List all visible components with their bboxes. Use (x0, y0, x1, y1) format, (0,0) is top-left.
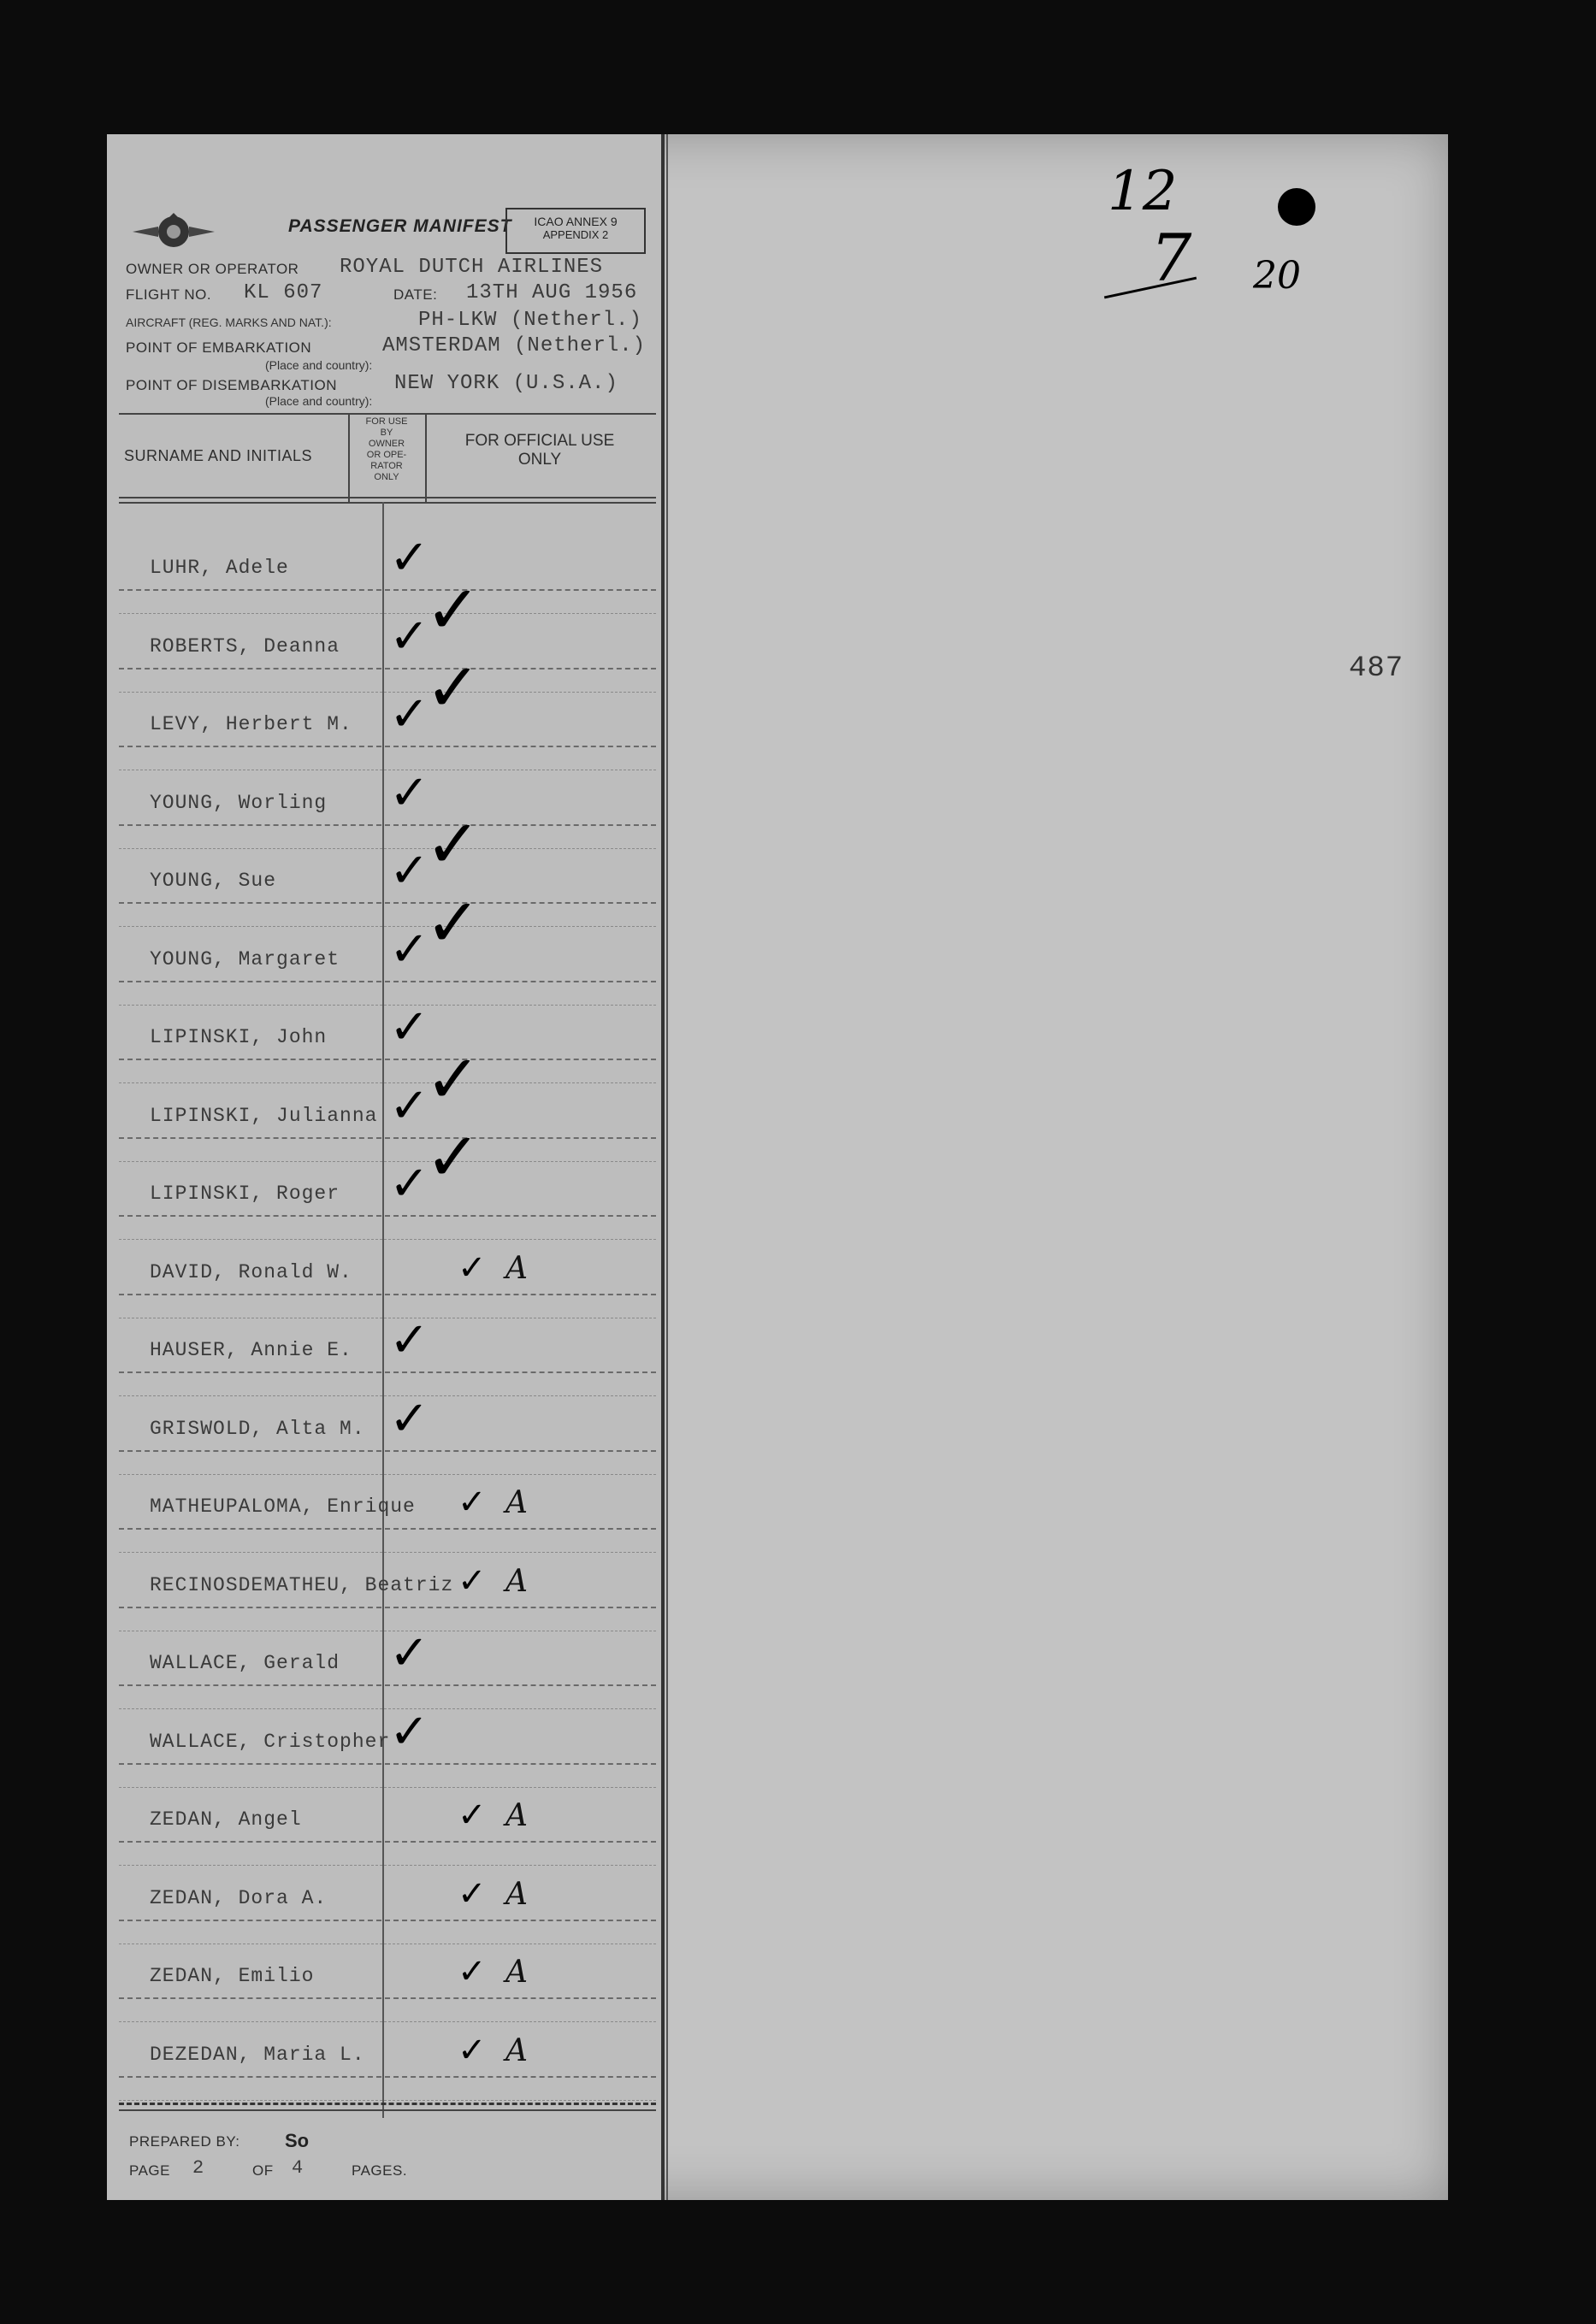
klm-crown-logo-icon (131, 209, 216, 252)
passenger-name: ZEDAN, Emilio (150, 1965, 315, 1987)
annex-box (505, 208, 646, 254)
surname-column-header: SURNAME AND INITIALS (124, 447, 313, 464)
row-divider (119, 1450, 656, 1452)
row-divider (119, 1997, 656, 1999)
owner-check-mark-icon: ✓ (389, 1703, 429, 1760)
row-subdivider (119, 1395, 656, 1396)
official-check-mark-icon: ✓ (458, 1873, 487, 1914)
aircraft-label: AIRCRAFT (REG. MARKS AND NAT.): (126, 316, 332, 329)
official-check-mark-icon: ✓ (458, 2030, 487, 2070)
passenger-name: YOUNG, Worling (150, 791, 328, 814)
handwritten-side-number: 20 (1253, 254, 1301, 298)
page-number: 2 (192, 2157, 205, 2179)
row-divider (119, 1920, 656, 1921)
embarkation-sub-label: (Place and country): (265, 358, 373, 372)
row-subdivider (119, 613, 656, 614)
official-check-mark-icon: ✓ (425, 806, 482, 883)
row-divider (119, 1763, 656, 1765)
official-check-mark-icon: ✓ (425, 884, 482, 962)
row-divider (119, 1215, 656, 1217)
official-check-mark-icon: ✓ (458, 1952, 487, 1991)
passenger-name: ZEDAN, Angel (150, 1808, 302, 1831)
official-a-mark: A (505, 1563, 528, 1599)
row-subdivider (119, 1474, 656, 1475)
annex-line-1: ICAO ANNEX 9 (534, 215, 618, 228)
row-divider (119, 1841, 656, 1843)
row-divider (119, 2076, 656, 2078)
row-subdivider (119, 1787, 656, 1788)
disembarkation-sub-label: (Place and country): (265, 394, 373, 408)
owner-use-line-2: BY (380, 428, 393, 438)
owner-check-mark-icon: ✓ (389, 1625, 429, 1681)
manifest-title: PASSENGER MANIFEST (288, 216, 512, 236)
owner-check-mark-icon: ✓ (389, 1390, 429, 1447)
owner-column-divider (382, 502, 384, 2118)
disembarkation-value: NEW YORK (U.S.A.) (394, 372, 618, 395)
passenger-name: LEVY, Herbert M. (150, 713, 352, 735)
owner-use-line-3: OWNER (368, 439, 405, 449)
official-use-line-2: ONLY (517, 451, 562, 469)
owner-use-line-1: FOR USE (365, 416, 408, 427)
of-label: OF (252, 2162, 274, 2179)
row-subdivider (119, 1708, 656, 1709)
handwritten-mid-number: 7 (1150, 220, 1192, 296)
row-divider (119, 824, 656, 826)
row-subdivider (119, 2021, 656, 2022)
passenger-name: WALLACE, Gerald (150, 1652, 340, 1674)
handwritten-top-number: 12 (1108, 160, 1178, 223)
owner-value: ROYAL DUTCH AIRLINES (340, 256, 604, 279)
owner-use-line-5: RATOR (370, 461, 403, 471)
official-use-line-1: FOR OFFICIAL USE (464, 432, 615, 450)
passenger-name: WALLACE, Cristopher (150, 1730, 391, 1753)
date-value: 13TH AUG 1956 (466, 281, 638, 304)
owner-check-mark-icon: ✓ (389, 921, 429, 977)
row-subdivider (119, 1239, 656, 1240)
passenger-name: HAUSER, Annie E. (150, 1339, 352, 1361)
passenger-name: LUHR, Adele (150, 557, 289, 579)
manifest-sheet (107, 134, 1448, 2200)
passenger-name: YOUNG, Sue (150, 870, 277, 892)
prepared-by-value: So (285, 2130, 310, 2151)
annex-line-2: APPENDIX 2 (542, 228, 609, 241)
row-subdivider (119, 1552, 656, 1553)
footer-top-rule-2 (119, 2109, 656, 2111)
passenger-name: LIPINSKI, John (150, 1026, 328, 1048)
row-divider (119, 1607, 656, 1608)
passenger-name: ROBERTS, Deanna (150, 634, 340, 658)
row-subdivider (119, 848, 656, 849)
embarkation-value: AMSTERDAM (Netherl.) (382, 334, 647, 357)
owner-check-mark-icon: ✓ (389, 1000, 429, 1055)
passenger-name: DAVID, Ronald W. (150, 1260, 352, 1283)
passenger-name: GRISWOLD, Alta M. (150, 1417, 365, 1440)
row-divider (119, 1684, 656, 1686)
flight-value: KL 607 (244, 281, 323, 304)
official-check-mark-icon: ✓ (425, 1119, 482, 1196)
stamp-number: 487 (1349, 652, 1404, 685)
prepared-by-label: PREPARED BY: (129, 2133, 240, 2150)
row-subdivider (119, 2100, 656, 2101)
row-subdivider (119, 1005, 656, 1006)
owner-use-line-6: ONLY (374, 472, 399, 482)
official-a-mark: A (505, 1798, 528, 1833)
column-header-bottom-rule (119, 497, 656, 498)
owner-check-mark-icon: ✓ (389, 1077, 429, 1134)
page-label: PAGE (129, 2162, 170, 2179)
row-divider (119, 1528, 656, 1530)
row-subdivider (119, 692, 656, 693)
passenger-name: LIPINSKI, Julianna (150, 1104, 378, 1127)
row-divider (119, 668, 656, 669)
column-header-bottom-rule-2 (119, 502, 656, 504)
row-divider (119, 1371, 656, 1373)
official-check-mark-icon: ✓ (458, 1796, 487, 1835)
official-use-column-header (429, 432, 651, 469)
row-divider (119, 1059, 656, 1060)
row-divider (119, 589, 656, 591)
official-check-mark-icon: ✓ (425, 1041, 482, 1118)
passenger-name: MATHEUPALOMA, Enrique (150, 1495, 416, 1518)
punch-hole-3 (1278, 188, 1315, 226)
embarkation-label: POINT OF EMBARKATION (126, 339, 312, 356)
footer-top-rule (119, 2103, 656, 2105)
official-check-mark-icon: ✓ (458, 1483, 487, 1522)
official-check-mark-icon: ✓ (458, 1248, 487, 1288)
owner-use-column-header (350, 416, 423, 483)
row-divider (119, 1137, 656, 1139)
official-a-mark: A (505, 1955, 528, 1990)
passenger-name: DEZEDAN, Maria L. (150, 2043, 365, 2066)
owner-check-mark-icon: ✓ (389, 1156, 429, 1212)
owner-check-mark-icon: ✓ (389, 687, 429, 742)
row-subdivider (119, 926, 656, 927)
passenger-name: LIPINSKI, Roger (150, 1183, 340, 1205)
row-divider (119, 746, 656, 747)
owner-label: OWNER OR OPERATOR (126, 261, 299, 277)
owner-check-mark-icon: ✓ (389, 1312, 429, 1368)
pages-label: PAGES. (352, 2162, 408, 2179)
row-divider (119, 1294, 656, 1295)
passenger-name: YOUNG, Margaret (150, 947, 340, 970)
total-pages: 4 (292, 2157, 304, 2179)
column-header-top-rule (119, 413, 656, 415)
row-subdivider (119, 1161, 656, 1162)
row-divider (119, 902, 656, 904)
owner-check-mark-icon: ✓ (389, 843, 429, 899)
aircraft-value: PH-LKW (Netherl.) (418, 309, 642, 332)
official-check-mark-icon: ✓ (425, 571, 482, 649)
manifest-form (107, 134, 665, 2200)
official-check-mark-icon: ✓ (458, 1560, 487, 1601)
row-divider (119, 981, 656, 982)
row-subdivider (119, 1865, 656, 1866)
official-a-mark: A (505, 1485, 528, 1520)
passenger-name: ZEDAN, Dora A. (150, 1886, 328, 1909)
flight-label: FLIGHT NO. (126, 286, 212, 303)
owner-check-mark-icon: ✓ (389, 530, 429, 586)
official-a-mark: A (505, 2032, 528, 2068)
date-label: DATE: (393, 286, 438, 303)
official-a-mark: A (505, 1250, 528, 1286)
passenger-name: RECINOSDEMATHEU, Beatriz (150, 1573, 454, 1596)
official-check-mark-icon: ✓ (425, 650, 482, 727)
owner-use-line-4: OR OPE- (366, 450, 407, 460)
row-subdivider (119, 1082, 656, 1083)
owner-column-right-rule (425, 413, 427, 502)
owner-check-mark-icon: ✓ (389, 608, 429, 664)
owner-check-mark-icon: ✓ (389, 764, 429, 821)
official-a-mark: A (505, 1876, 528, 1912)
disembarkation-label: POINT OF DISEMBARKATION (126, 377, 338, 393)
